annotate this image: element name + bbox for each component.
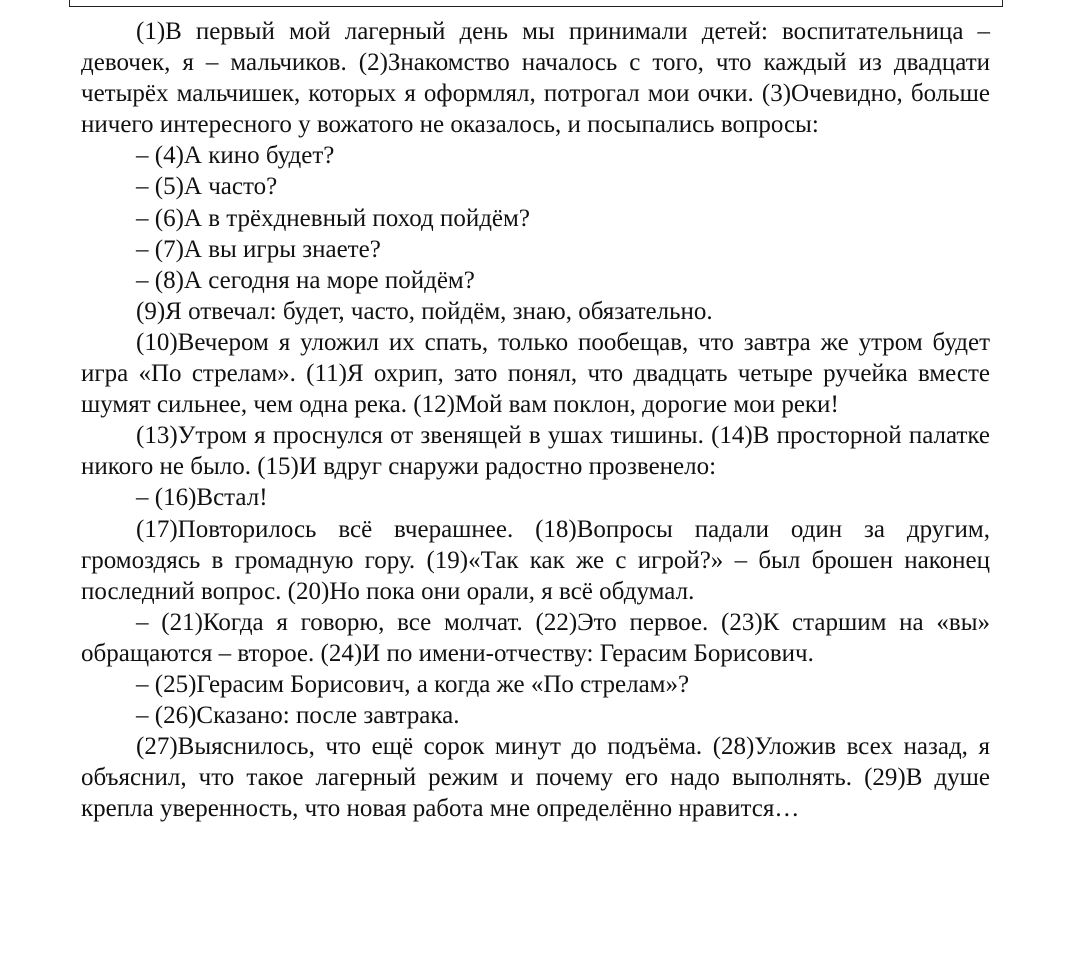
page-border xyxy=(69,0,1003,7)
paragraph-17: (17)Повторилось всё вчерашнее. (18)Вопросы падали один за другим, громоздясь в громадную гору. (19)«Так как же с игрой?» – был брошен наконец последний вопрос. (20)Но пока они орали, я всё обдумал. xyxy=(81,515,990,605)
dialogue-line-21: – (21)Когда я говорю, все молчат. (22)Это первое. (23)К старшим на «вы» обращаются – второе. (24)И по имени-отчеству: Герасим Борисович. xyxy=(81,608,990,667)
dialogue-line-7: – (7)А вы игры знаете? xyxy=(136,235,381,263)
document-body xyxy=(81,16,990,824)
paragraph-27: (27)Выяснилось, что ещё сорок минут до подъёма. (28)Уложив всех назад, я объяснил, что такое лагерный режим и почему его надо выполнять. (29)В душе крепла уверенность, что новая работа мне определённо нравится… xyxy=(81,733,990,823)
paragraph-1: (1)В первый мой лагерный день мы принимали детей: воспитательница – девочек, я – мальчиков. (2)Знакомство началось с того, что каждый из двадцати четырёх мальчишек, которых я оформлял, потрогал мои очки. (3)Очевидно, больше ничего интересного у вожатого не оказалось, и посыпались вопросы: xyxy=(81,18,990,139)
paragraph-13: (13)Утром я проснулся от звенящей в ушах тишины. (14)В просторной палатке никого не было. (15)И вдруг снаружи радостно прозвенело: xyxy=(81,422,990,481)
dialogue-line-25: – (25)Герасим Борисович, а когда же «По стрелам»? xyxy=(136,670,690,698)
dialogue-line-6: – (6)А в трёхдневный поход пойдём? xyxy=(136,204,530,232)
dialogue-line-8: – (8)А сегодня на море пойдём? xyxy=(136,266,475,294)
dialogue-line-5: – (5)А часто? xyxy=(136,173,278,201)
dialogue-line-4: – (4)А кино будет? xyxy=(136,142,335,170)
dialogue-line-16: – (16)Встал! xyxy=(136,484,268,512)
paragraph-9: (9)Я отвечал: будет, часто, пойдём, знаю, обязательно. xyxy=(136,297,713,325)
dialogue-line-26: – (26)Сказано: после завтрака. xyxy=(136,702,460,730)
paragraph-10: (10)Вечером я уложил их спать, только пообещав, что завтра же утром будет игра «По стрелам». (11)Я охрип, зато понял, что двадцать четыре ручейка вместе шумят сильнее, чем одна река. (12)Мой вам поклон, дорогие мои реки! xyxy=(81,328,990,419)
